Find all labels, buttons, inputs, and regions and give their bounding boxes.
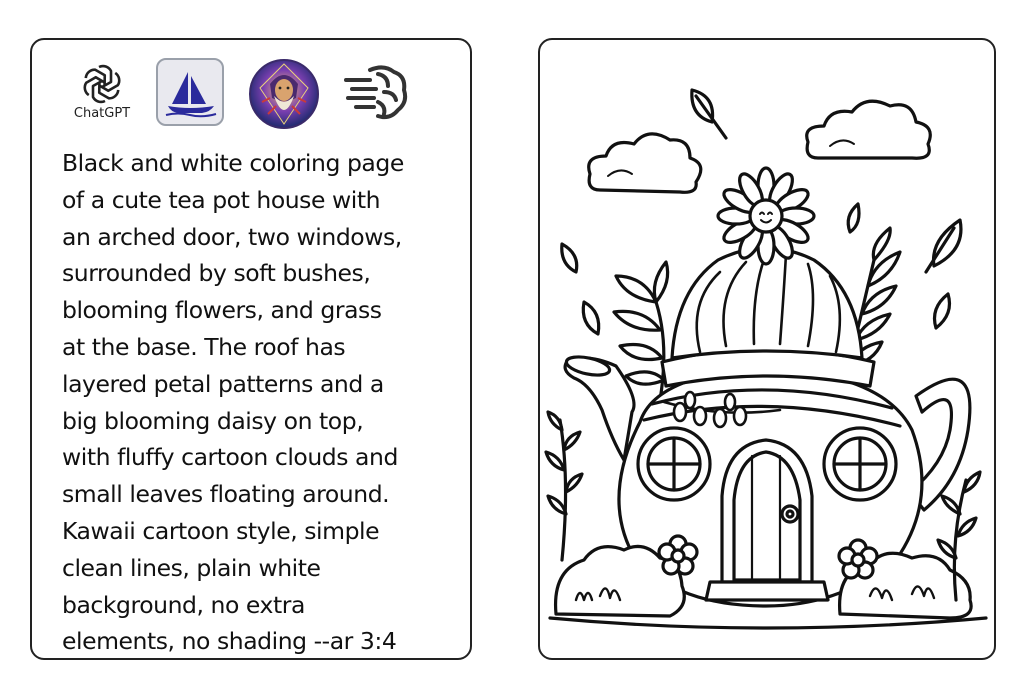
left-window — [638, 428, 710, 500]
left-sprig — [546, 412, 582, 560]
prompt-line: of a cute tea pot house with — [62, 185, 381, 214]
prompt-line: clean lines, plain white — [62, 553, 321, 582]
prompt-line: with fluffy cartoon clouds and — [62, 443, 398, 472]
prompt-line: layered petal patterns and a — [62, 369, 384, 398]
openai-knot-icon — [80, 62, 124, 106]
right-window — [824, 428, 896, 500]
teapot-house-illustration — [540, 40, 994, 658]
prompt-line: at the base. The roof has — [62, 332, 346, 361]
ai-tool-logos — [70, 58, 430, 128]
wizard-logo — [248, 58, 320, 130]
prompt-line: elements, no shading --ar 3:4 — [62, 627, 397, 656]
prompt-line: small leaves floating around. — [62, 480, 390, 509]
ground-line — [550, 618, 986, 628]
prompt-line: surrounded by soft bushes, — [62, 259, 371, 288]
prompt-card — [30, 38, 472, 660]
coloring-page-card — [538, 38, 996, 660]
bearded-wizard-icon — [248, 58, 320, 130]
cloud-right — [807, 101, 931, 158]
prompt-line: background, no extra — [62, 590, 305, 619]
brain-logo — [344, 62, 410, 124]
speed-brain-icon — [344, 62, 410, 124]
daisy-flower — [718, 168, 814, 264]
chatgpt-logo — [70, 58, 134, 128]
prompt-line: an arched door, two windows, — [62, 222, 402, 251]
midjourney-logo — [156, 58, 224, 126]
prompt-text — [62, 145, 462, 660]
prompt-line: Kawaii cartoon style, simple — [62, 516, 380, 545]
prompt-line: blooming flowers, and grass — [62, 296, 382, 325]
chatgpt-label: ChatGPT — [73, 106, 131, 121]
sailboat-icon — [158, 60, 222, 124]
cloud-left — [589, 134, 701, 192]
prompt-line: big blooming daisy on top, — [62, 406, 364, 435]
prompt-line: Black and white coloring page — [62, 149, 404, 177]
